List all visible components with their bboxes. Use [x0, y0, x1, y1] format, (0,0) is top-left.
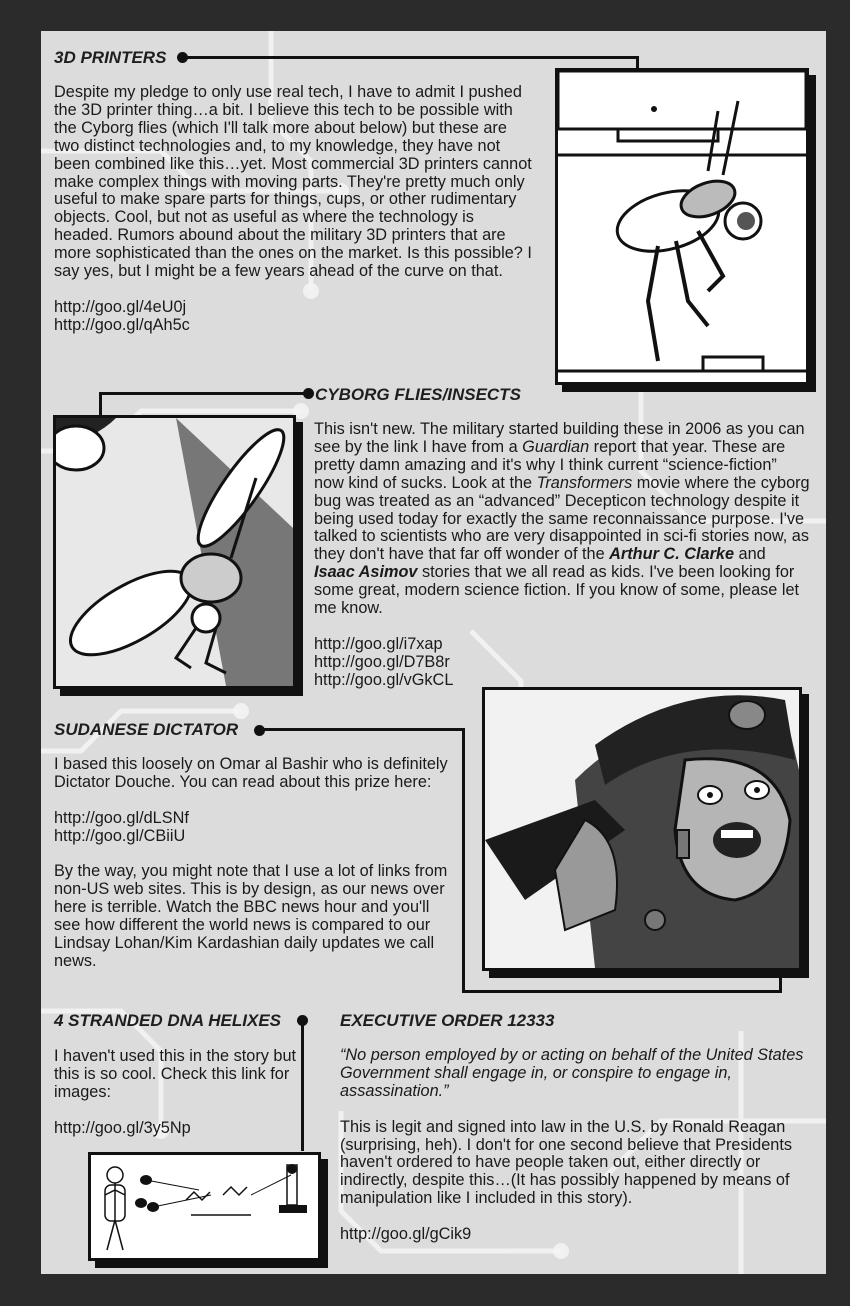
section-body-cyborg-flies	[314, 421, 810, 690]
paragraph	[314, 421, 810, 618]
connector-line	[182, 56, 638, 59]
paragraph: I haven't used this in the story but this is so cool. Check this link for images:	[54, 1047, 297, 1101]
link-list	[54, 299, 532, 335]
link[interactable]: http://goo.gl/3y5Np	[54, 1118, 191, 1137]
connector-line	[99, 392, 307, 395]
link-list	[54, 810, 456, 846]
link[interactable]: http://goo.gl/dLSNf	[54, 808, 189, 827]
link[interactable]: http://goo.gl/CBiiU	[54, 826, 186, 845]
publication-name: Guardian	[522, 437, 590, 456]
text: and	[734, 545, 766, 564]
movie-title: Transformers	[536, 473, 633, 492]
link[interactable]: http://goo.gl/i7xap	[314, 634, 443, 653]
link[interactable]: http://goo.gl/gCik9	[340, 1225, 472, 1244]
illustration-cyborg-fly	[53, 415, 296, 689]
illustration-3d-printer-fly	[555, 68, 809, 385]
illustration-dictator-with-gun	[482, 687, 802, 971]
paragraph: Despite my pledge to only use real tech, I have to admit I pushed the 3D printer thing…a bit. I believe this tech to be possible with the Cyborg flies (which I'll talk more about below) but these are two distinct technologies and, to my knowledge, they have not been combined like this…yet. Most commercial 3D printers cannot make complex things with moving parts. They're pretty much only useful to make spare parts for things, cups, or other rudimentary objects. Cool, but not as useful as where the technology is headed. Rumors abound about the military 3D printers that are more sophisticated than the ones on the market. Is this possible? I say yes, but I might be a few years ahead of the curve on that.	[54, 83, 532, 281]
link[interactable]: http://goo.gl/D7B8r	[314, 652, 450, 671]
link-list	[340, 1226, 808, 1244]
connector-line	[779, 971, 782, 993]
author-name: Arthur C. Clarke	[609, 545, 735, 564]
section-heading-executive-order: EXECUTIVE ORDER 12333	[340, 1011, 555, 1030]
connector-line	[462, 728, 465, 993]
page	[41, 31, 826, 1274]
paragraph: I based this loosely on Omar al Bashir who is definitely Dictator Douche. You can read about this prize here:	[54, 755, 448, 791]
section-heading-dna-helixes: 4 STRANDED DNA HELIXES	[54, 1011, 282, 1030]
text: movie where the cyborg bug was treated as an “advanced” Decepticon technology despite it being used today for exactly the same reconnaissance purpose. I've talked to scientists who are very disappointed in sci-fi stories now, as they don't have that far off wonder of the	[314, 473, 810, 564]
author-name: Isaac Asimov	[314, 563, 418, 582]
section-body-sudanese-dictator	[54, 756, 456, 971]
paragraph: By the way, you might note that I use a lot of links from non-US web sites. This is by design, as our news over here is terrible. Watch the BBC news hour and you'll see how different the world news is compared to our Lindsay Lohan/Kim Kardashian daily updates we call news.	[54, 862, 448, 970]
link-list	[54, 1120, 309, 1138]
connector-line	[462, 990, 782, 993]
section-body-3d-printers	[54, 84, 532, 335]
link-list	[314, 636, 810, 690]
connector-line	[99, 392, 102, 416]
link[interactable]: http://goo.gl/qAh5c	[54, 315, 190, 334]
text: report that year. These are pretty damn amazing and it's why I think current “science-fiction” now kind of sucks. Look at the	[314, 437, 786, 492]
paragraph: This is legit and signed into law in the U.S. by Ronald Reagan (surprising, heh). I don't for one second believe that Presidents haven't ordered to have people taken out, either directly or indirectly, despite this…(It has possibly happened by means of manipulation like I included in this story).	[340, 1117, 793, 1208]
connector-line	[259, 728, 465, 731]
text: stories that we all read as kids. I've been looking for some great, modern science fiction. If you know of some, please let me know.	[314, 563, 800, 618]
quote-text: “No person employed by or acting on behalf of the United States Government shall engage in, or conspire to engage in, assassination.”	[340, 1046, 804, 1100]
illustration-dna-diagram	[88, 1152, 321, 1261]
link[interactable]: http://goo.gl/vGkCL	[314, 670, 454, 689]
section-body-executive-order	[340, 1047, 808, 1244]
section-body-dna-helixes	[54, 1048, 309, 1138]
section-heading-cyborg-flies: CYBORG FLIES/INSECTS	[315, 385, 521, 404]
section-heading-sudanese-dictator: SUDANESE DICTATOR	[54, 720, 239, 739]
section-heading-3d-printers: 3D PRINTERS	[54, 48, 167, 67]
quote	[340, 1047, 808, 1101]
link[interactable]: http://goo.gl/4eU0j	[54, 297, 187, 316]
text: This isn't new. The military started building these in 2006 as you can see by the link I have from a	[314, 420, 805, 456]
